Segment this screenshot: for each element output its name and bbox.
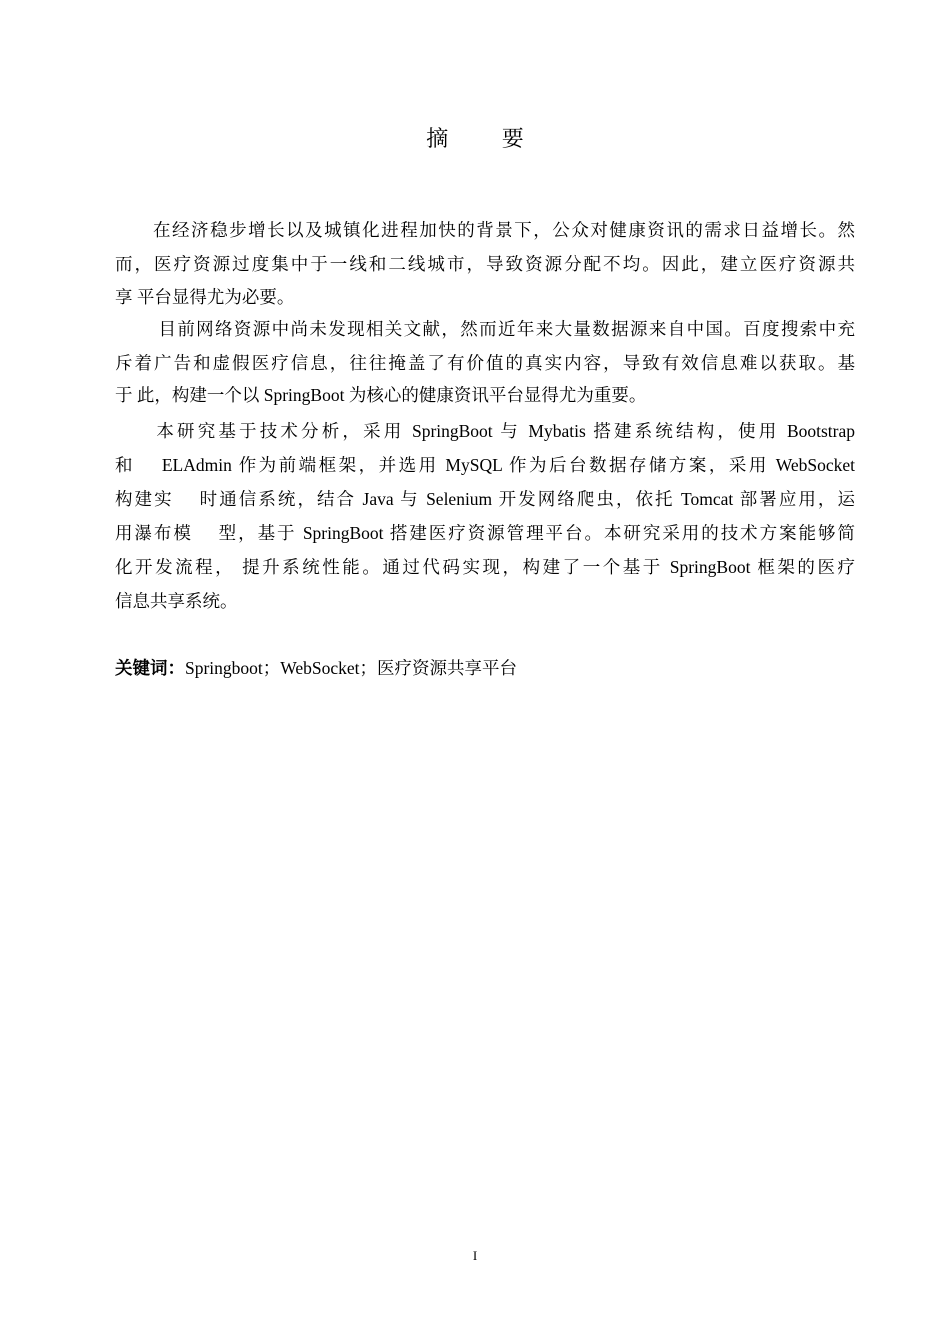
text-line: 和 ELAdmin 作为前端框架，并选用 MySQL 作为后台数据存储方案，采用 WebSocket <box>115 455 855 475</box>
keywords-label: 关键词： <box>115 658 185 678</box>
page-title: 摘 要 <box>426 126 548 151</box>
text-line: 在经济稳步增长以及城镇化进程加快的背景下，公众对健康资讯的需求日益增长。然 <box>115 220 855 240</box>
text-line: 斥着广告和虚假医疗信息，往往掩盖了有价值的真实内容，导致有效信息难以获取。基 <box>115 353 855 373</box>
keywords <box>115 656 517 680</box>
text-line: 于 此，构建一个以 SpringBoot 为核心的健康资讯平台显得尤为重要。 <box>115 385 647 405</box>
text-line: 享 平台显得尤为必要。 <box>115 287 295 307</box>
keywords-value: Springboot；WebSocket；医疗资源共享平台 <box>185 658 518 678</box>
text-line: 用瀑布模 型，基于 SpringBoot 搭建医疗资源管理平台。本研究采用的技术方案能够简 <box>115 523 855 543</box>
page-number: I <box>472 1248 478 1263</box>
text-line: 化开发流程， 提升系统性能。通过代码实现，构建了一个基于 SpringBoot 框架的医疗 <box>115 557 855 577</box>
text-line: 信息共享系统。 <box>115 591 238 611</box>
text-line: 本研究基于技术分析，采用 SpringBoot 与 Mybatis 搭建系统结构，使用 Bootstrap <box>115 421 855 441</box>
text-line: 目前网络资源中尚未发现相关文献，然而近年来大量数据源来自中国。百度搜索中充 <box>115 319 855 339</box>
text-line: 构建实 时通信系统，结合 Java 与 Selenium 开发网络爬虫，依托 Tomcat 部署应用，运 <box>115 489 855 509</box>
text-line: 而，医疗资源过度集中于一线和二线城市，导致资源分配不均。因此，建立医疗资源共 <box>115 254 855 274</box>
